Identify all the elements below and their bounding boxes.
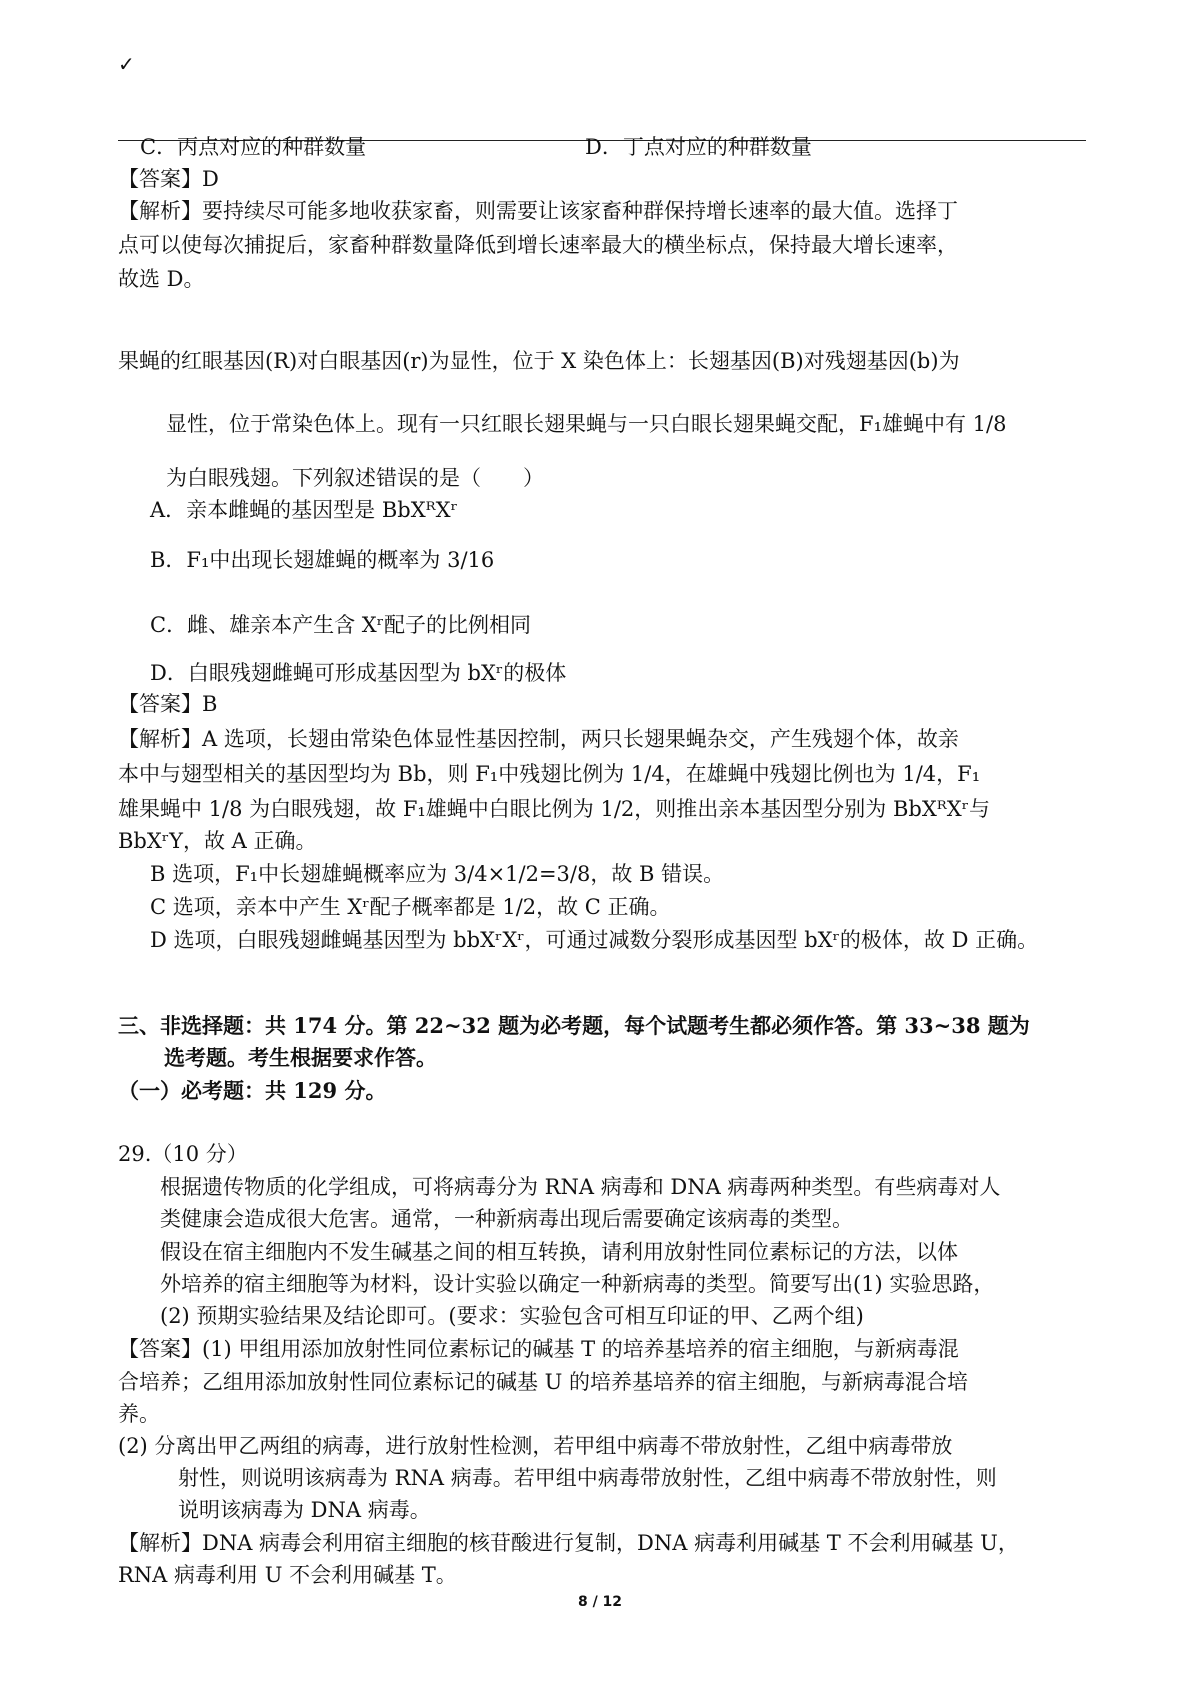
analysis-line: 【解析】要持续尽可能多地收获家畜，则需要让该家畜种群保持增长速率的最大值。选择丁: [118, 199, 958, 223]
analysis-line: D 选项，白眼残翅雌蝇基因型为 bbXʳXʳ，可通过减数分裂形成基因型 bXʳ的极体，故 D 正确。: [150, 928, 1039, 952]
answer-line: 养。: [118, 1402, 160, 1426]
question-stem-line: 根据遗传物质的化学组成，可将病毒分为 RNA 病毒和 DNA 病毒两种类型。有些病毒对人: [160, 1175, 1001, 1199]
analysis-line: B 选项，F₁中长翅雄蝇概率应为 3/4×1/2=3/8，故 B 错误。: [150, 862, 725, 886]
analysis-line: 【解析】DNA 病毒会利用宿主细胞的核苷酸进行复制，DNA 病毒利用碱基 T 不会利用碱基 U，: [118, 1531, 1019, 1555]
answer: 【答案】B: [118, 692, 218, 716]
option-a: A．亲本雌蝇的基因型是 BbXᴿXʳ: [150, 498, 458, 522]
analysis-line: BbXʳY，故 A 正确。: [118, 829, 317, 853]
question-stem-line: 类健康会造成很大危害。通常，一种新病毒出现后需要确定该病毒的类型。: [160, 1207, 853, 1231]
answer: 【答案】D: [118, 167, 219, 191]
answer-line: 合培养；乙组用添加放射性同位素标记的碱基 U 的培养基培养的宿主细胞，与新病毒混合培: [118, 1370, 969, 1394]
section-heading: 选考题。考生根据要求作答。: [164, 1045, 437, 1070]
analysis-line: 本中与翅型相关的基因型均为 Bb，则 F₁中残翅比例为 1/4，在雄蝇中残翅比例也为 1/4，F₁: [118, 762, 981, 786]
question-stem-line: 假设在宿主细胞内不发生碱基之间的相互转换，请利用放射性同位素标记的方法，以体: [160, 1240, 958, 1264]
analysis-line: C 选项，亲本中产生 Xʳ配子概率都是 1/2，故 C 正确。: [150, 895, 671, 919]
analysis-line: 故选 D。: [118, 267, 205, 291]
question-stem-line: 显性，位于常染色体上。现有一只红眼长翅果蝇与一只白眼长翅果蝇交配，F₁雄蝇中有 1/8: [166, 412, 1007, 436]
question-stem-line: (2) 预期实验结果及结论即可。(要求：实验包含可相互印证的甲、乙两个组): [160, 1304, 864, 1328]
analysis-line: 雄果蝇中 1/8 为白眼残翅，故 F₁雄蝇中白眼比例为 1/2，则推出亲本基因型分别为 BbXᴿXʳ与: [118, 797, 990, 821]
checkmark: ✓: [118, 52, 135, 76]
answer-line: 射性，则说明该病毒为 RNA 病毒。若甲组中病毒带放射性，乙组中病毒不带放射性，则: [178, 1466, 997, 1490]
option-d: D．丁点对应的种群数量: [585, 135, 812, 159]
question-number: 29.（10 分）: [118, 1142, 248, 1166]
analysis-line: RNA 病毒利用 U 不会利用碱基 T。: [118, 1563, 457, 1587]
sub-heading: （一）必考题：共 129 分。: [118, 1078, 387, 1103]
page-number: 8 / 12: [577, 1594, 623, 1610]
option-c: C．雌、雄亲本产生含 Xʳ配子的比例相同: [150, 613, 531, 637]
option-d: D．白眼残翅雌蝇可形成基因型为 bXʳ的极体: [150, 661, 567, 685]
question-stem-line: 外培养的宿主细胞等为材料，设计实验以确定一种新病毒的类型。简要写出(1) 实验思路，: [160, 1272, 995, 1296]
option-c: C．丙点对应的种群数量: [140, 135, 367, 159]
question-stem-line: 果蝇的红眼基因(R)对白眼基因(r)为显性，位于 X 染色体上：长翅基因(B)对残翅基因(b)为: [118, 349, 960, 373]
analysis-line: 点可以使每次捕捉后，家畜种群数量降低到增长速率最大的横坐标点，保持最大增长速率，: [118, 233, 958, 257]
answer-line: (2) 分离出甲乙两组的病毒，进行放射性检测，若甲组中病毒不带放射性，乙组中病毒带放: [118, 1434, 953, 1458]
answer-line: 【答案】(1) 甲组用添加放射性同位素标记的碱基 T 的培养基培养的宿主细胞，与新病毒混: [118, 1337, 959, 1361]
option-b: B．F₁中出现长翅雄蝇的概率为 3/16: [150, 548, 495, 572]
analysis-line: 【解析】A 选项，长翅由常染色体显性基因控制，两只长翅果蝇杂交，产生残翅个体，故亲: [118, 727, 959, 751]
question-stem-line: 为白眼残翅。下列叙述错误的是（ ）: [166, 466, 544, 490]
answer-line: 说明该病毒为 DNA 病毒。: [178, 1498, 431, 1522]
section-heading: 三、非选择题：共 174 分。第 22~32 题为必考题，每个试题考生都必须作答。第 33~38 题为: [118, 1013, 1030, 1038]
